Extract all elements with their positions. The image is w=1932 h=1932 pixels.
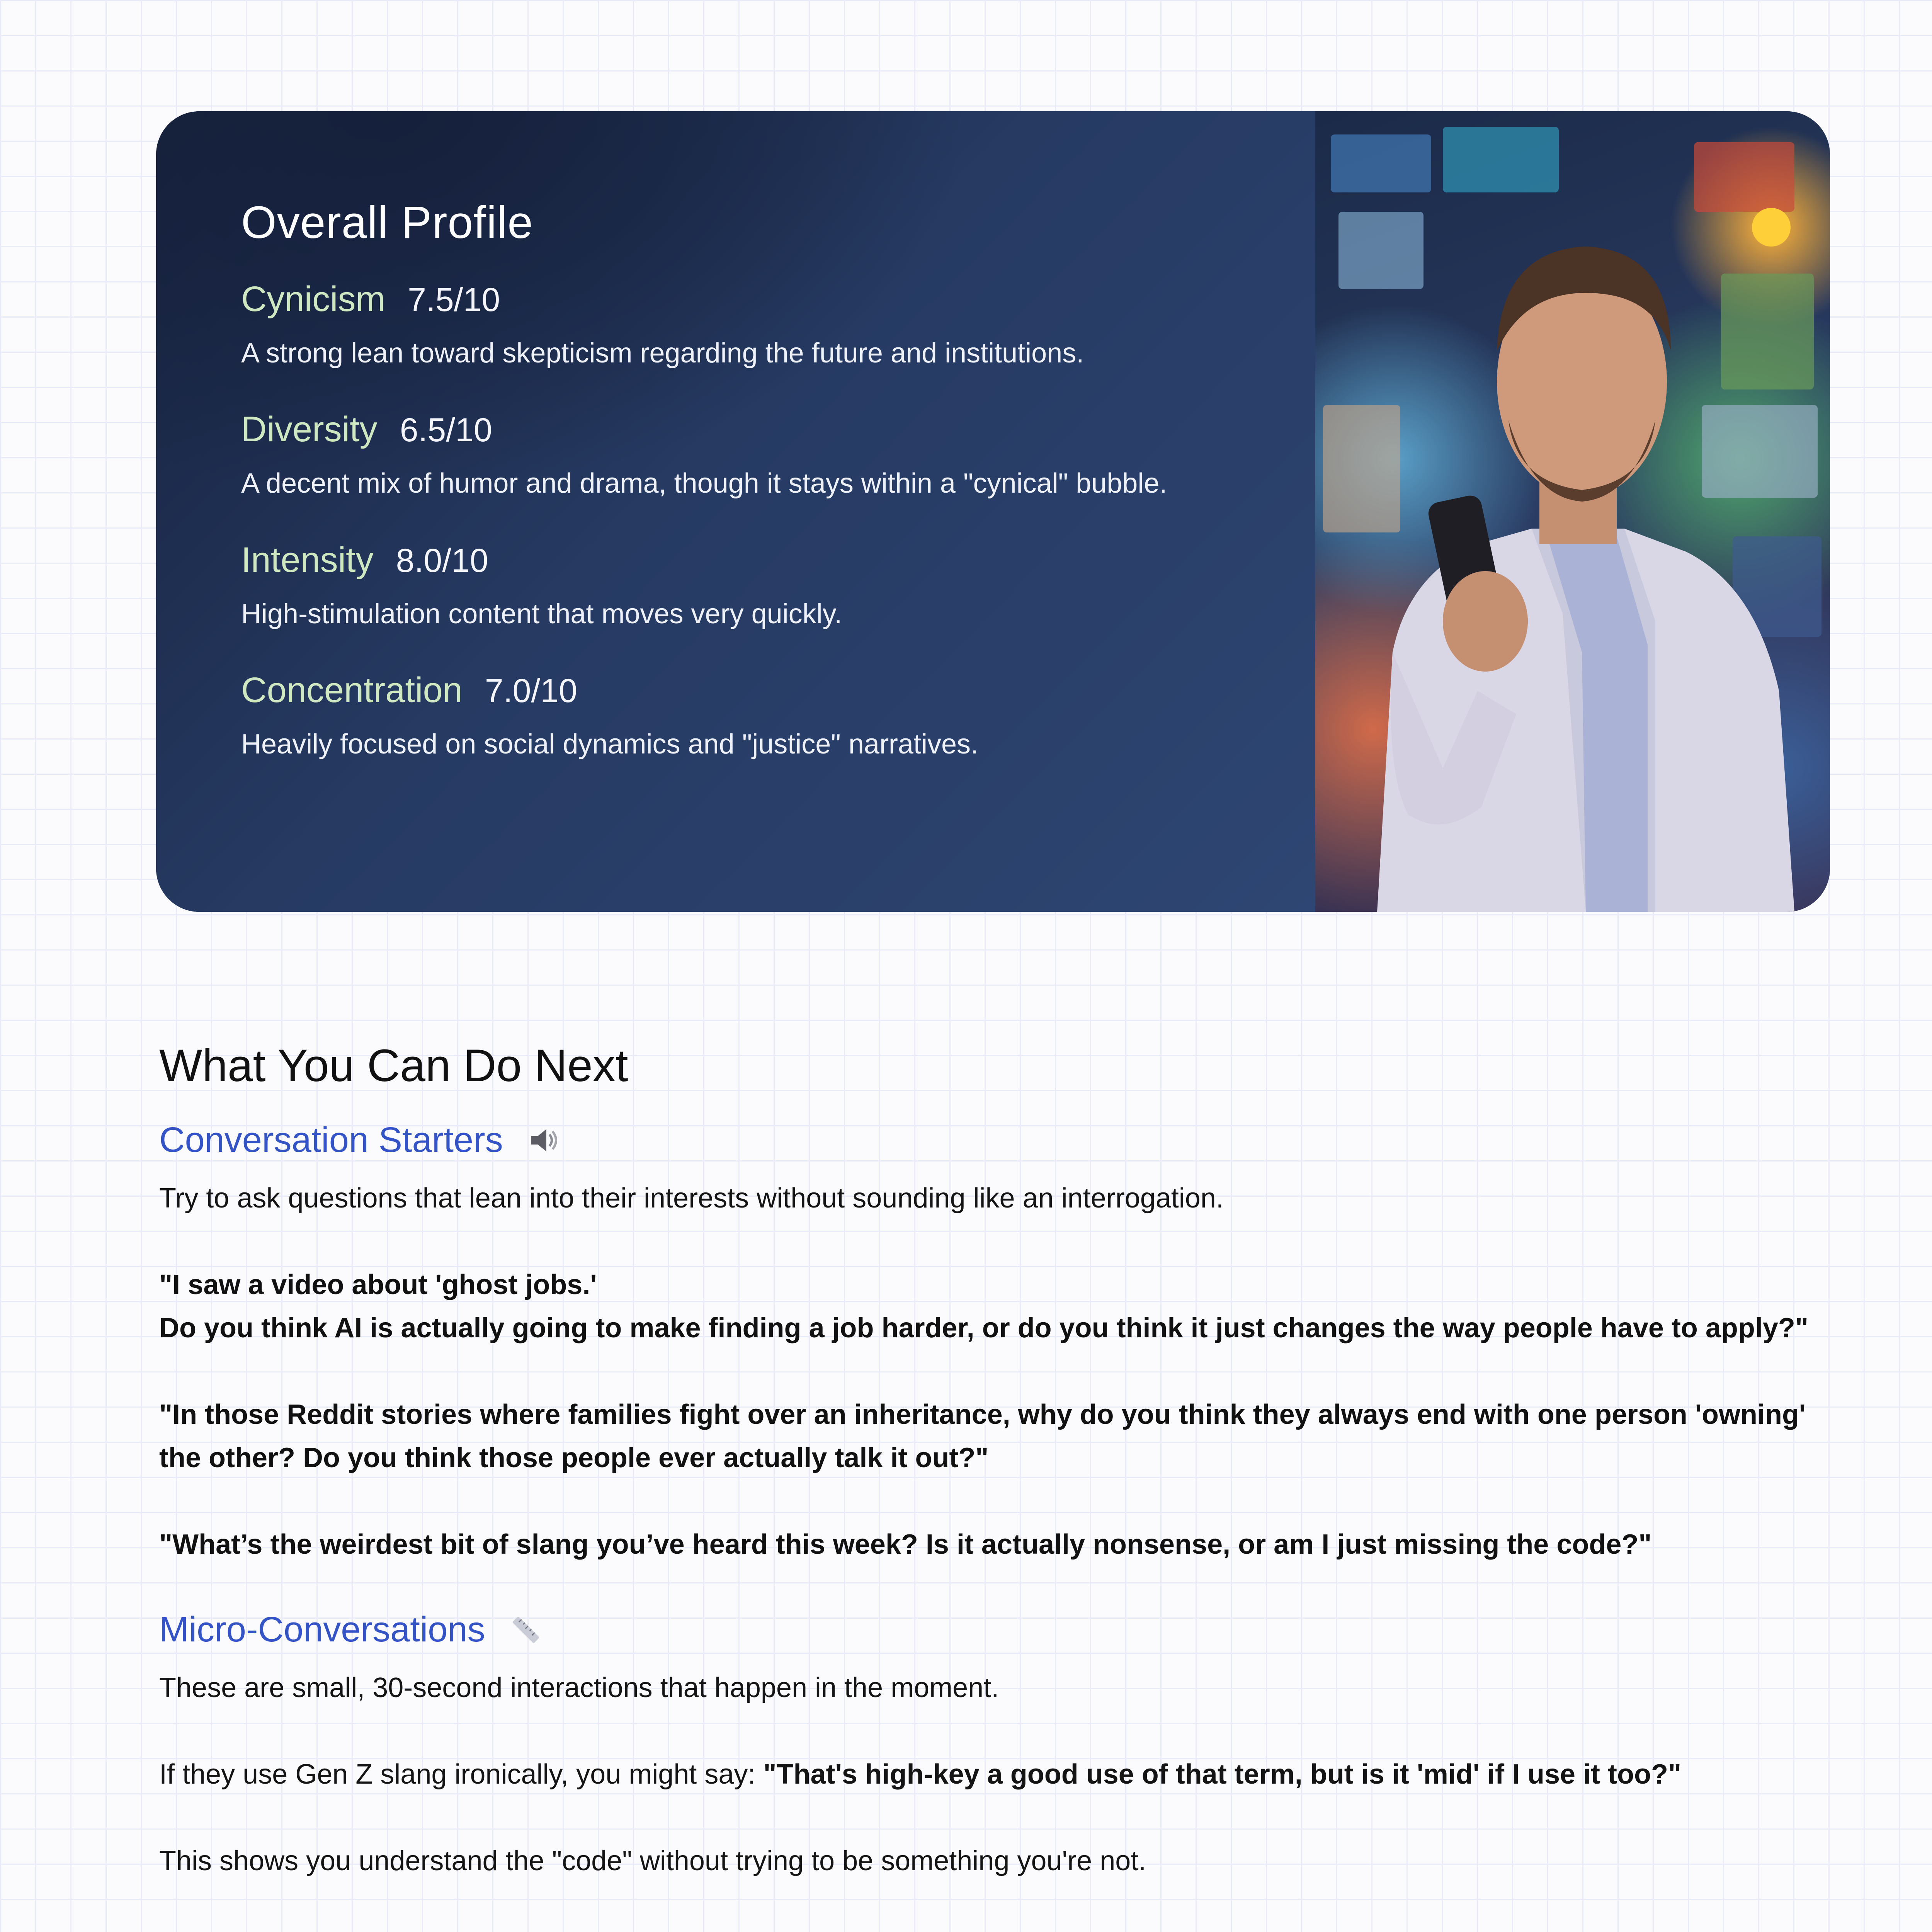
example-lead: If they use Gen Z slang ironically, you might say:: [159, 1759, 764, 1790]
metric-description: High-stimulation content that moves very quickly.: [241, 598, 842, 629]
profile-title: Overall Profile: [241, 197, 534, 248]
quote-line: the other? Do you think those people ever actually talk it out?": [159, 1442, 989, 1473]
conversation-starters-title: Conversation Starters: [159, 1120, 503, 1160]
metric-intensity: [241, 540, 1315, 631]
micro-example-2: [159, 1926, 1840, 1932]
profile-card: [156, 111, 1830, 912]
metric-description: A decent mix of humor and drama, though it stays within a "cynical" bubble.: [241, 468, 1167, 499]
man-holding-phone-photo: [1315, 111, 1830, 912]
section-title: What You Can Do Next: [159, 1040, 628, 1091]
metric-score: 6.5/10: [400, 412, 492, 449]
next-steps-section: [159, 1039, 1840, 1932]
speaker-icon: [526, 1123, 561, 1158]
metric-cynicism: [241, 279, 1315, 370]
metric-description: A strong lean toward skepticism regarding the future and institutions.: [241, 338, 1084, 369]
starter-quote-2: [159, 1393, 1840, 1480]
metric-score: 7.5/10: [408, 281, 500, 318]
metric-name: Concentration: [241, 670, 463, 710]
quote-line: "In those Reddit stories where families fight over an inheritance, why do you think they always end with one person 'owning': [159, 1399, 1806, 1430]
metric-name: Diversity: [241, 410, 378, 449]
metric-description: Heavily focused on social dynamics and "justice" narratives.: [241, 729, 978, 760]
example-quote: "That's high-key a good use of that term, but is it 'mid' if I use it too?": [763, 1759, 1682, 1790]
metric-diversity: [241, 409, 1315, 500]
conversation-starters-header: [159, 1120, 1840, 1160]
metric-score: 8.0/10: [396, 542, 488, 579]
metric-score: 7.0/10: [485, 672, 577, 710]
ruler-icon: [509, 1612, 543, 1647]
photo-illustration: [1315, 111, 1830, 912]
micro-example-1-note: This shows you understand the "code" without trying to be something you're not.: [159, 1845, 1146, 1876]
starter-quote-3: [159, 1523, 1840, 1566]
micro-conversations-title: Micro-Conversations: [159, 1610, 485, 1649]
metric-name: Cynicism: [241, 279, 386, 319]
starter-quote-1: [159, 1263, 1840, 1350]
micro-example-1: [159, 1753, 1840, 1796]
quote-line: "I saw a video about 'ghost jobs.': [159, 1269, 597, 1300]
conversation-starters-intro: Try to ask questions that lean into their interests without sounding like an interrogation.: [159, 1183, 1224, 1214]
profile-text-panel: [156, 111, 1315, 912]
micro-conversations-intro: These are small, 30-second interactions that happen in the moment.: [159, 1672, 999, 1703]
micro-conversations-header: [159, 1609, 1840, 1650]
metric-concentration: [241, 670, 1315, 761]
metric-name: Intensity: [241, 540, 374, 580]
quote-line: "What’s the weirdest bit of slang you’ve heard this week? Is it actually nonsense, or am I just missing the code?": [159, 1529, 1652, 1560]
quote-line: Do you think AI is actually going to make finding a job harder, or do you think it just changes the way people have to apply?": [159, 1313, 1809, 1344]
